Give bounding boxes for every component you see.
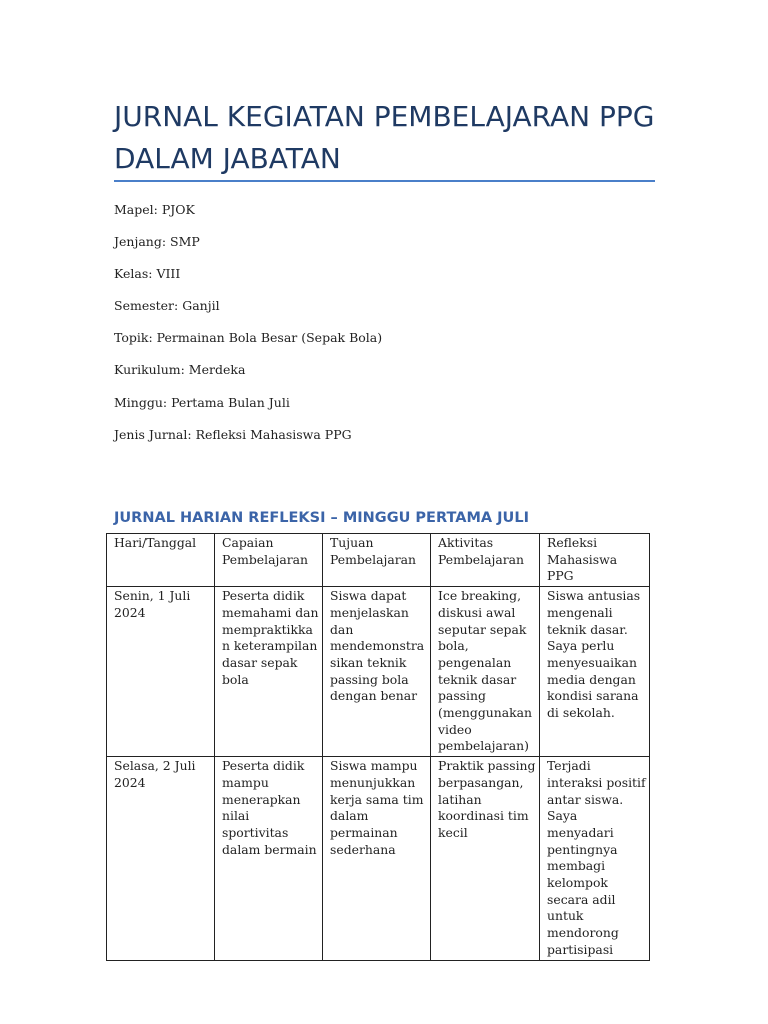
- cell-refleksi: Terjadi interaksi positif antar siswa. Saya menyadari pentingnya membagi kelompok secara adil untuk mendorong partisipasi: [540, 757, 650, 960]
- table-header-row: [107, 534, 650, 587]
- journal-table: [106, 533, 650, 961]
- cell-hari-tanggal: Senin, 1 Juli 2024: [107, 587, 215, 757]
- cell-aktivitas: Praktik passing berpasangan, latihan koordinasi tim kecil: [431, 757, 540, 960]
- cell-capaian: Peserta didik mampu menerapkan nilai sportivitas dalam bermain: [215, 757, 323, 960]
- meta-topik: Topik: Permainan Bola Besar (Sepak Bola): [114, 330, 383, 346]
- cell-tujuan: Siswa mampu menunjukkan kerja sama tim dalam permainan sederhana: [323, 757, 431, 960]
- section-heading: JURNAL HARIAN REFLEKSI – MINGGU PERTAMA JULI: [114, 510, 529, 526]
- cell-hari-tanggal: Selasa, 2 Juli 2024: [107, 757, 215, 960]
- meta-info-list: [114, 201, 654, 458]
- cell-aktivitas: Ice breaking, diskusi awal seputar sepak bola, pengenalan teknik dasar passing (menggunakan video pembelajaran): [431, 587, 540, 757]
- table-row: [107, 757, 650, 960]
- meta-mapel: Mapel: PJOK: [114, 202, 195, 217]
- document-title: JURNAL KEGIATAN PEMBELAJARAN PPG DALAM JABATAN: [114, 100, 655, 175]
- meta-kelas: Kelas: VIII: [114, 266, 181, 282]
- header-aktivitas: Aktivitas Pembelajaran: [431, 534, 540, 587]
- header-tujuan: Tujuan Pembelajaran: [323, 534, 431, 587]
- meta-jenjang: Jenjang: SMP: [114, 234, 200, 250]
- title-divider: [114, 180, 655, 182]
- cell-tujuan: Siswa dapat menjelaskan dan mendemonstrasikan teknik passing bola dengan benar: [323, 587, 431, 757]
- meta-kurikulum: Kurikulum: Merdeka: [114, 362, 246, 378]
- meta-semester: Semester: Ganjil: [114, 298, 220, 314]
- meta-jenis-jurnal: Jenis Jurnal: Refleksi Mahasiswa PPG: [114, 426, 352, 442]
- table-row: [107, 587, 650, 757]
- cell-capaian: Peserta didik memahami dan mempraktikkan keterampilan dasar sepak bola: [215, 587, 323, 757]
- meta-minggu: Minggu: Pertama Bulan Juli: [114, 394, 290, 410]
- header-hari-tanggal: Hari/Tanggal: [107, 534, 215, 587]
- cell-refleksi: Siswa antusias mengenali teknik dasar. Saya perlu menyesuaikan media dengan kondisi sarana di sekolah.: [540, 587, 650, 757]
- header-refleksi: Refleksi Mahasiswa PPG: [540, 534, 650, 587]
- header-capaian: Capaian Pembelajaran: [215, 534, 323, 587]
